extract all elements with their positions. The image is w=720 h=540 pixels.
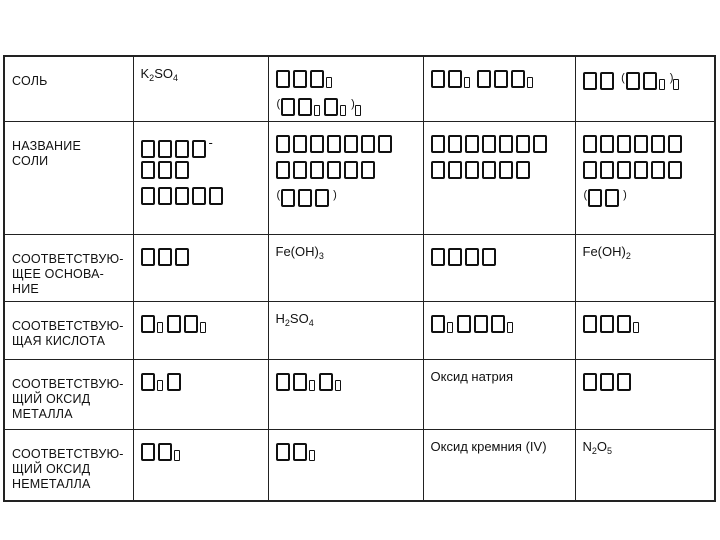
glyph-box — [327, 135, 341, 153]
illegible-glyph-line — [276, 130, 417, 156]
row-header-line: СООТВЕТСТВУЮ- — [12, 252, 124, 266]
illegible-glyph-line — [141, 130, 262, 156]
table-cell — [268, 302, 423, 360]
illegible-glyph-line — [141, 182, 262, 208]
glyph-box — [600, 135, 614, 153]
table-cell — [133, 360, 268, 430]
row-header-line: НИЕ — [12, 282, 39, 296]
illegible-glyph-line — [276, 182, 417, 208]
glyph-box — [448, 135, 462, 153]
table-cell — [133, 430, 268, 501]
glyph-box — [175, 187, 189, 205]
row-header-line: ЩАЯ КИСЛОТА — [12, 334, 106, 348]
table-cell — [268, 56, 423, 122]
paren: ( — [621, 72, 625, 84]
illegible-glyph-line — [583, 310, 709, 336]
glyph-box — [361, 161, 375, 179]
glyph-box — [293, 135, 307, 153]
table-row — [4, 302, 715, 360]
glyph-box — [167, 373, 181, 391]
table-cell — [133, 122, 268, 235]
glyph-box — [465, 135, 479, 153]
row-header-line: НЕМЕТАЛЛА — [12, 477, 91, 491]
illegible-glyph-line — [431, 65, 569, 91]
glyph-box — [276, 161, 290, 179]
formula-subscript: 5 — [607, 446, 613, 456]
glyph-box — [310, 70, 324, 88]
glyph-box — [431, 135, 445, 153]
illegible-glyph-line — [276, 368, 417, 394]
glyph-box — [276, 135, 290, 153]
glyph-subscript-box — [157, 380, 163, 391]
glyph-box — [298, 189, 312, 207]
glyph-box — [431, 70, 445, 88]
glyph-subscript-box — [314, 105, 320, 116]
glyph-subscript-box — [157, 322, 163, 333]
glyph-box — [634, 161, 648, 179]
glyph-box — [175, 248, 189, 266]
paren: ) — [351, 98, 355, 110]
glyph-subscript-box — [309, 450, 315, 461]
illegible-glyph-line — [276, 438, 417, 464]
glyph-box — [293, 70, 307, 88]
illegible-glyph-line — [583, 130, 709, 156]
glyph-box — [192, 187, 206, 205]
row-header — [4, 122, 133, 235]
glyph-box — [617, 161, 631, 179]
glyph-box — [327, 161, 341, 179]
illegible-glyph-line — [583, 156, 709, 182]
formula-subscript: 3 — [318, 251, 324, 261]
formula-part: H — [275, 311, 285, 326]
illegible-glyph-line — [141, 243, 262, 269]
illegible-glyph-line — [431, 130, 569, 156]
table-cell — [133, 235, 268, 302]
table-cell — [133, 302, 268, 360]
glyph-box — [588, 189, 602, 207]
row-header-line: МЕТАЛЛА — [12, 407, 73, 421]
table-cell — [575, 122, 715, 235]
row-header-line: ЩЕЕ ОСНОВА- — [12, 267, 104, 281]
glyph-box — [344, 135, 358, 153]
glyph-box — [184, 315, 198, 333]
glyph-box — [431, 248, 445, 266]
glyph-box — [276, 373, 290, 391]
glyph-box — [298, 98, 312, 116]
glyph-box — [499, 135, 513, 153]
formula-part: N — [582, 439, 592, 454]
glyph-box — [583, 315, 597, 333]
table-row — [4, 56, 715, 122]
glyph-box — [583, 373, 597, 391]
cell-text: Оксид натрия — [430, 369, 514, 384]
table-cell — [268, 360, 423, 430]
table-cell — [268, 430, 423, 501]
glyph-box — [583, 161, 597, 179]
glyph-box — [378, 135, 392, 153]
table-cell — [575, 235, 715, 302]
glyph-subscript-box — [447, 322, 453, 333]
formula-subscript: 2 — [149, 73, 155, 83]
glyph-box — [494, 70, 508, 88]
glyph-subscript-box — [659, 79, 665, 90]
formula-subscript: 2 — [284, 318, 290, 328]
table-cell — [423, 360, 575, 430]
chemical-formula — [583, 243, 709, 260]
glyph-box — [465, 161, 479, 179]
glyph-box — [175, 161, 189, 179]
table-cell — [133, 56, 268, 122]
glyph-subscript-box — [673, 79, 679, 90]
glyph-box — [158, 248, 172, 266]
glyph-box — [141, 161, 155, 179]
glyph-box — [276, 443, 290, 461]
illegible-glyph-line — [583, 182, 709, 208]
chemical-formula — [276, 310, 417, 327]
chemistry-salt-table — [3, 55, 716, 502]
illegible-glyph-line — [431, 310, 569, 336]
formula-part: O — [596, 439, 608, 454]
glyph-box — [516, 161, 530, 179]
row-header-line: ЩИЙ ОКСИД — [12, 462, 91, 476]
glyph-box — [158, 187, 172, 205]
row-header-line: СООТВЕТСТВУЮ- — [12, 319, 124, 333]
illegible-glyph-line — [276, 156, 417, 182]
glyph-subscript-box — [174, 450, 180, 461]
table-cell — [423, 302, 575, 360]
glyph-box — [617, 135, 631, 153]
row-header-line: НАЗВАНИЕ — [12, 139, 81, 153]
glyph-box — [281, 189, 295, 207]
glyph-box — [324, 98, 338, 116]
row-header — [4, 360, 133, 430]
glyph-box — [477, 70, 491, 88]
table-row — [4, 122, 715, 235]
paren: ) — [669, 72, 674, 84]
illegible-glyph-line — [141, 368, 262, 394]
paren: ( — [276, 189, 281, 201]
table-row — [4, 235, 715, 302]
row-header — [4, 235, 133, 302]
table-row — [4, 360, 715, 430]
glyph-box — [668, 135, 682, 153]
glyph-box — [141, 315, 155, 333]
glyph-box — [482, 161, 496, 179]
table-row — [4, 430, 715, 501]
glyph-box — [617, 373, 631, 391]
glyph-box — [319, 373, 333, 391]
row-header-line: СООТВЕТСТВУЮ- — [12, 377, 124, 391]
table-cell — [423, 56, 575, 122]
table-cell — [423, 122, 575, 235]
glyph-box — [310, 135, 324, 153]
glyph-box — [158, 443, 172, 461]
table-cell — [268, 122, 423, 235]
glyph-box — [167, 315, 181, 333]
glyph-box — [482, 248, 496, 266]
paren: ) — [333, 189, 337, 201]
glyph-box — [583, 135, 597, 153]
glyph-box — [491, 315, 505, 333]
glyph-subscript-box — [335, 380, 341, 391]
row-header-line: СОЛЬ — [12, 74, 48, 88]
glyph-subscript-box — [355, 105, 361, 116]
table-cell — [423, 430, 575, 501]
glyph-box — [293, 443, 307, 461]
glyph-box — [600, 72, 614, 90]
glyph-box — [474, 315, 488, 333]
glyph-box — [651, 161, 665, 179]
glyph-box — [293, 161, 307, 179]
glyph-box — [141, 443, 155, 461]
paren: ( — [583, 189, 588, 201]
glyph-subscript-box — [464, 77, 470, 88]
glyph-box — [310, 161, 324, 179]
glyph-box — [448, 161, 462, 179]
glyph-box — [192, 140, 206, 158]
glyph-box — [431, 315, 445, 333]
glyph-box — [668, 161, 682, 179]
glyph-box — [651, 135, 665, 153]
glyph-box — [533, 135, 547, 153]
glyph-box — [465, 248, 479, 266]
formula-part: K — [140, 66, 150, 81]
illegible-glyph-line — [431, 156, 569, 182]
glyph-subscript-box — [633, 322, 639, 333]
table-cell — [575, 302, 715, 360]
formula-part: Fe(OH) — [582, 244, 626, 259]
glyph-box — [600, 315, 614, 333]
illegible-glyph-line — [431, 243, 569, 269]
glyph-box — [158, 161, 172, 179]
illegible-glyph-line — [276, 65, 417, 91]
glyph-box — [209, 187, 223, 205]
table-cell — [423, 235, 575, 302]
glyph-box — [499, 161, 513, 179]
illegible-glyph-line — [141, 156, 262, 182]
glyph-box — [448, 248, 462, 266]
glyph-subscript-box — [326, 77, 332, 88]
glyph-box — [141, 248, 155, 266]
glyph-box — [626, 72, 640, 90]
cell-text: Оксид кремния (IV) — [430, 439, 547, 454]
glyph-box — [583, 72, 597, 90]
formula-subscript: 4 — [308, 318, 314, 328]
row-header — [4, 302, 133, 360]
table-cell — [575, 56, 715, 122]
table-cell — [268, 235, 423, 302]
glyph-box — [158, 140, 172, 158]
glyph-box — [634, 135, 648, 153]
glyph-box — [281, 98, 295, 116]
formula-subscript: 4 — [172, 73, 178, 83]
glyph-box — [141, 140, 155, 158]
glyph-box — [175, 140, 189, 158]
glyph-box — [617, 315, 631, 333]
glyph-box — [448, 70, 462, 88]
glyph-box — [141, 373, 155, 391]
chemical-formula — [276, 243, 417, 260]
table-cell — [575, 430, 715, 501]
glyph-box — [605, 189, 619, 207]
glyph-box — [600, 373, 614, 391]
formula-subscript: 2 — [591, 446, 597, 456]
glyph-box — [431, 161, 445, 179]
glyph-subscript-box — [507, 322, 513, 333]
formula-part: Fe(OH) — [275, 244, 319, 259]
row-header-line: СОЛИ — [12, 154, 49, 168]
glyph-box — [511, 70, 525, 88]
chemical-formula — [141, 65, 262, 82]
glyph-box — [315, 189, 329, 207]
illegible-glyph-line — [276, 91, 417, 117]
row-header — [4, 430, 133, 501]
glyph-box — [293, 373, 307, 391]
formula-subscript: 2 — [625, 251, 631, 261]
glyph-box — [643, 72, 657, 90]
formula-part: SO — [154, 66, 173, 81]
illegible-glyph-line — [141, 310, 262, 336]
formula-part: SO — [289, 311, 309, 326]
illegible-glyph-line — [583, 65, 709, 91]
glyph-subscript-box — [340, 105, 346, 116]
table-cell — [575, 360, 715, 430]
illegible-glyph-line — [141, 438, 262, 464]
glyph-subscript-box — [309, 380, 315, 391]
paren: ( — [276, 98, 281, 110]
row-header-line: СООТВЕТСТВУЮ- — [12, 447, 124, 461]
row-header — [4, 56, 133, 122]
chemical-formula — [583, 438, 709, 455]
glyph-box — [361, 135, 375, 153]
glyph-box — [482, 135, 496, 153]
glyph-box — [516, 135, 530, 153]
hyphen: - — [208, 135, 213, 150]
glyph-subscript-box — [527, 77, 533, 88]
glyph-box — [600, 161, 614, 179]
illegible-glyph-line — [583, 368, 709, 394]
glyph-subscript-box — [200, 322, 206, 333]
paren: ) — [623, 189, 627, 201]
row-header-line: ЩИЙ ОКСИД — [12, 392, 91, 406]
glyph-box — [457, 315, 471, 333]
glyph-box — [276, 70, 290, 88]
glyph-box — [141, 187, 155, 205]
glyph-box — [344, 161, 358, 179]
